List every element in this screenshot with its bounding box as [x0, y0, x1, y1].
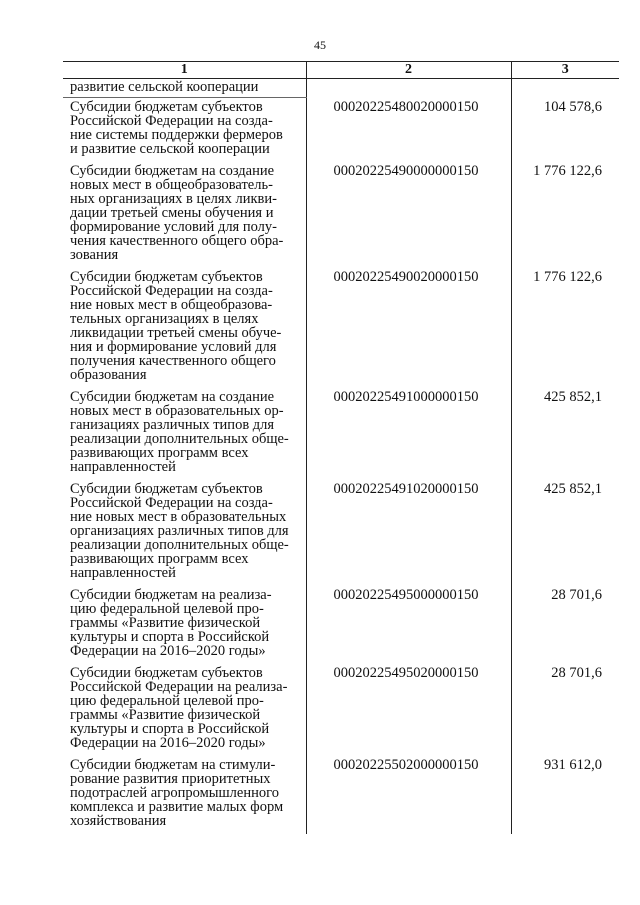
row-code: 00020225495000000150 [306, 586, 511, 664]
column-header-1: 1 [63, 62, 306, 79]
table-header-row [63, 62, 619, 79]
row-amount: 1 776 122,6 [511, 162, 619, 268]
row-name: Субсидии бюджетам субъектов Российской Федерации на созда- ние новых мест в общеобразова- тельных организациях в целях ликвидации третьей смены обуче- ния и формирование условий для получения качественного общего образования [70, 269, 282, 383]
row-amount [511, 79, 619, 98]
row-name: Субсидии бюджетам субъектов Российской Федерации на созда- ние новых мест в образовательных организациях различных типов для реализации дополнительных обще- развивающих программ всех направленностей [70, 481, 289, 581]
row-code: 00020225490020000150 [306, 268, 511, 388]
table-row [63, 268, 619, 388]
row-name: Субсидии бюджетам на создание новых мест в образовательных ор- ганизациях различных типов для реализации дополнительных обще- развивающих программ всех направленностей [70, 389, 289, 475]
table-row [63, 480, 619, 586]
row-amount: 1 776 122,6 [511, 268, 619, 388]
row-code: 00020225502000000150 [306, 756, 511, 834]
row-code [306, 79, 511, 98]
column-header-2: 2 [306, 62, 511, 79]
row-amount: 104 578,6 [511, 98, 619, 163]
row-code: 00020225495020000150 [306, 664, 511, 756]
row-name: Субсидии бюджетам на реализа- цию федеральной целевой про- граммы «Развитие физической культуры и спорта в Российской Федерации на 2016–2020 годы» [70, 587, 272, 659]
table-row [63, 756, 619, 834]
row-name: Субсидии бюджетам на создание новых мест в общеобразователь- ных организациях в целях ликви- дации третьей смены обучения и формирование условий для полу- чения качественного общего обра- зования [70, 163, 284, 263]
row-name: развитие сельской кооперации [63, 79, 306, 98]
row-code: 00020225490000000150 [306, 162, 511, 268]
row-code: 00020225491020000150 [306, 480, 511, 586]
column-header-3: 3 [511, 62, 619, 79]
table-row [63, 664, 619, 756]
row-code: 00020225480020000150 [306, 98, 511, 163]
row-name: Субсидии бюджетам на стимули- рование развития приоритетных подотраслей агропромышленного комплекса и развитие малых форм хозяйствования [70, 757, 284, 829]
row-name: Субсидии бюджетам субъектов Российской Федерации на созда- ние системы поддержки фермеров и развитие сельской кооперации [70, 99, 283, 157]
table-row [63, 162, 619, 268]
row-amount: 425 852,1 [511, 480, 619, 586]
row-amount: 28 701,6 [511, 586, 619, 664]
table-row [63, 98, 619, 163]
row-amount: 28 701,6 [511, 664, 619, 756]
budget-table [63, 61, 619, 834]
row-amount: 425 852,1 [511, 388, 619, 480]
row-amount: 931 612,0 [511, 756, 619, 834]
table-row-continuation [63, 79, 619, 98]
row-name: Субсидии бюджетам субъектов Российской Федерации на реализа- цию федеральной целевой про- граммы «Развитие физической культуры и спорта в Российской Федерации на 2016–2020 годы» [70, 665, 288, 751]
row-code: 00020225491000000150 [306, 388, 511, 480]
table-row [63, 586, 619, 664]
table-row [63, 388, 619, 480]
page-number: 45 [314, 38, 326, 52]
